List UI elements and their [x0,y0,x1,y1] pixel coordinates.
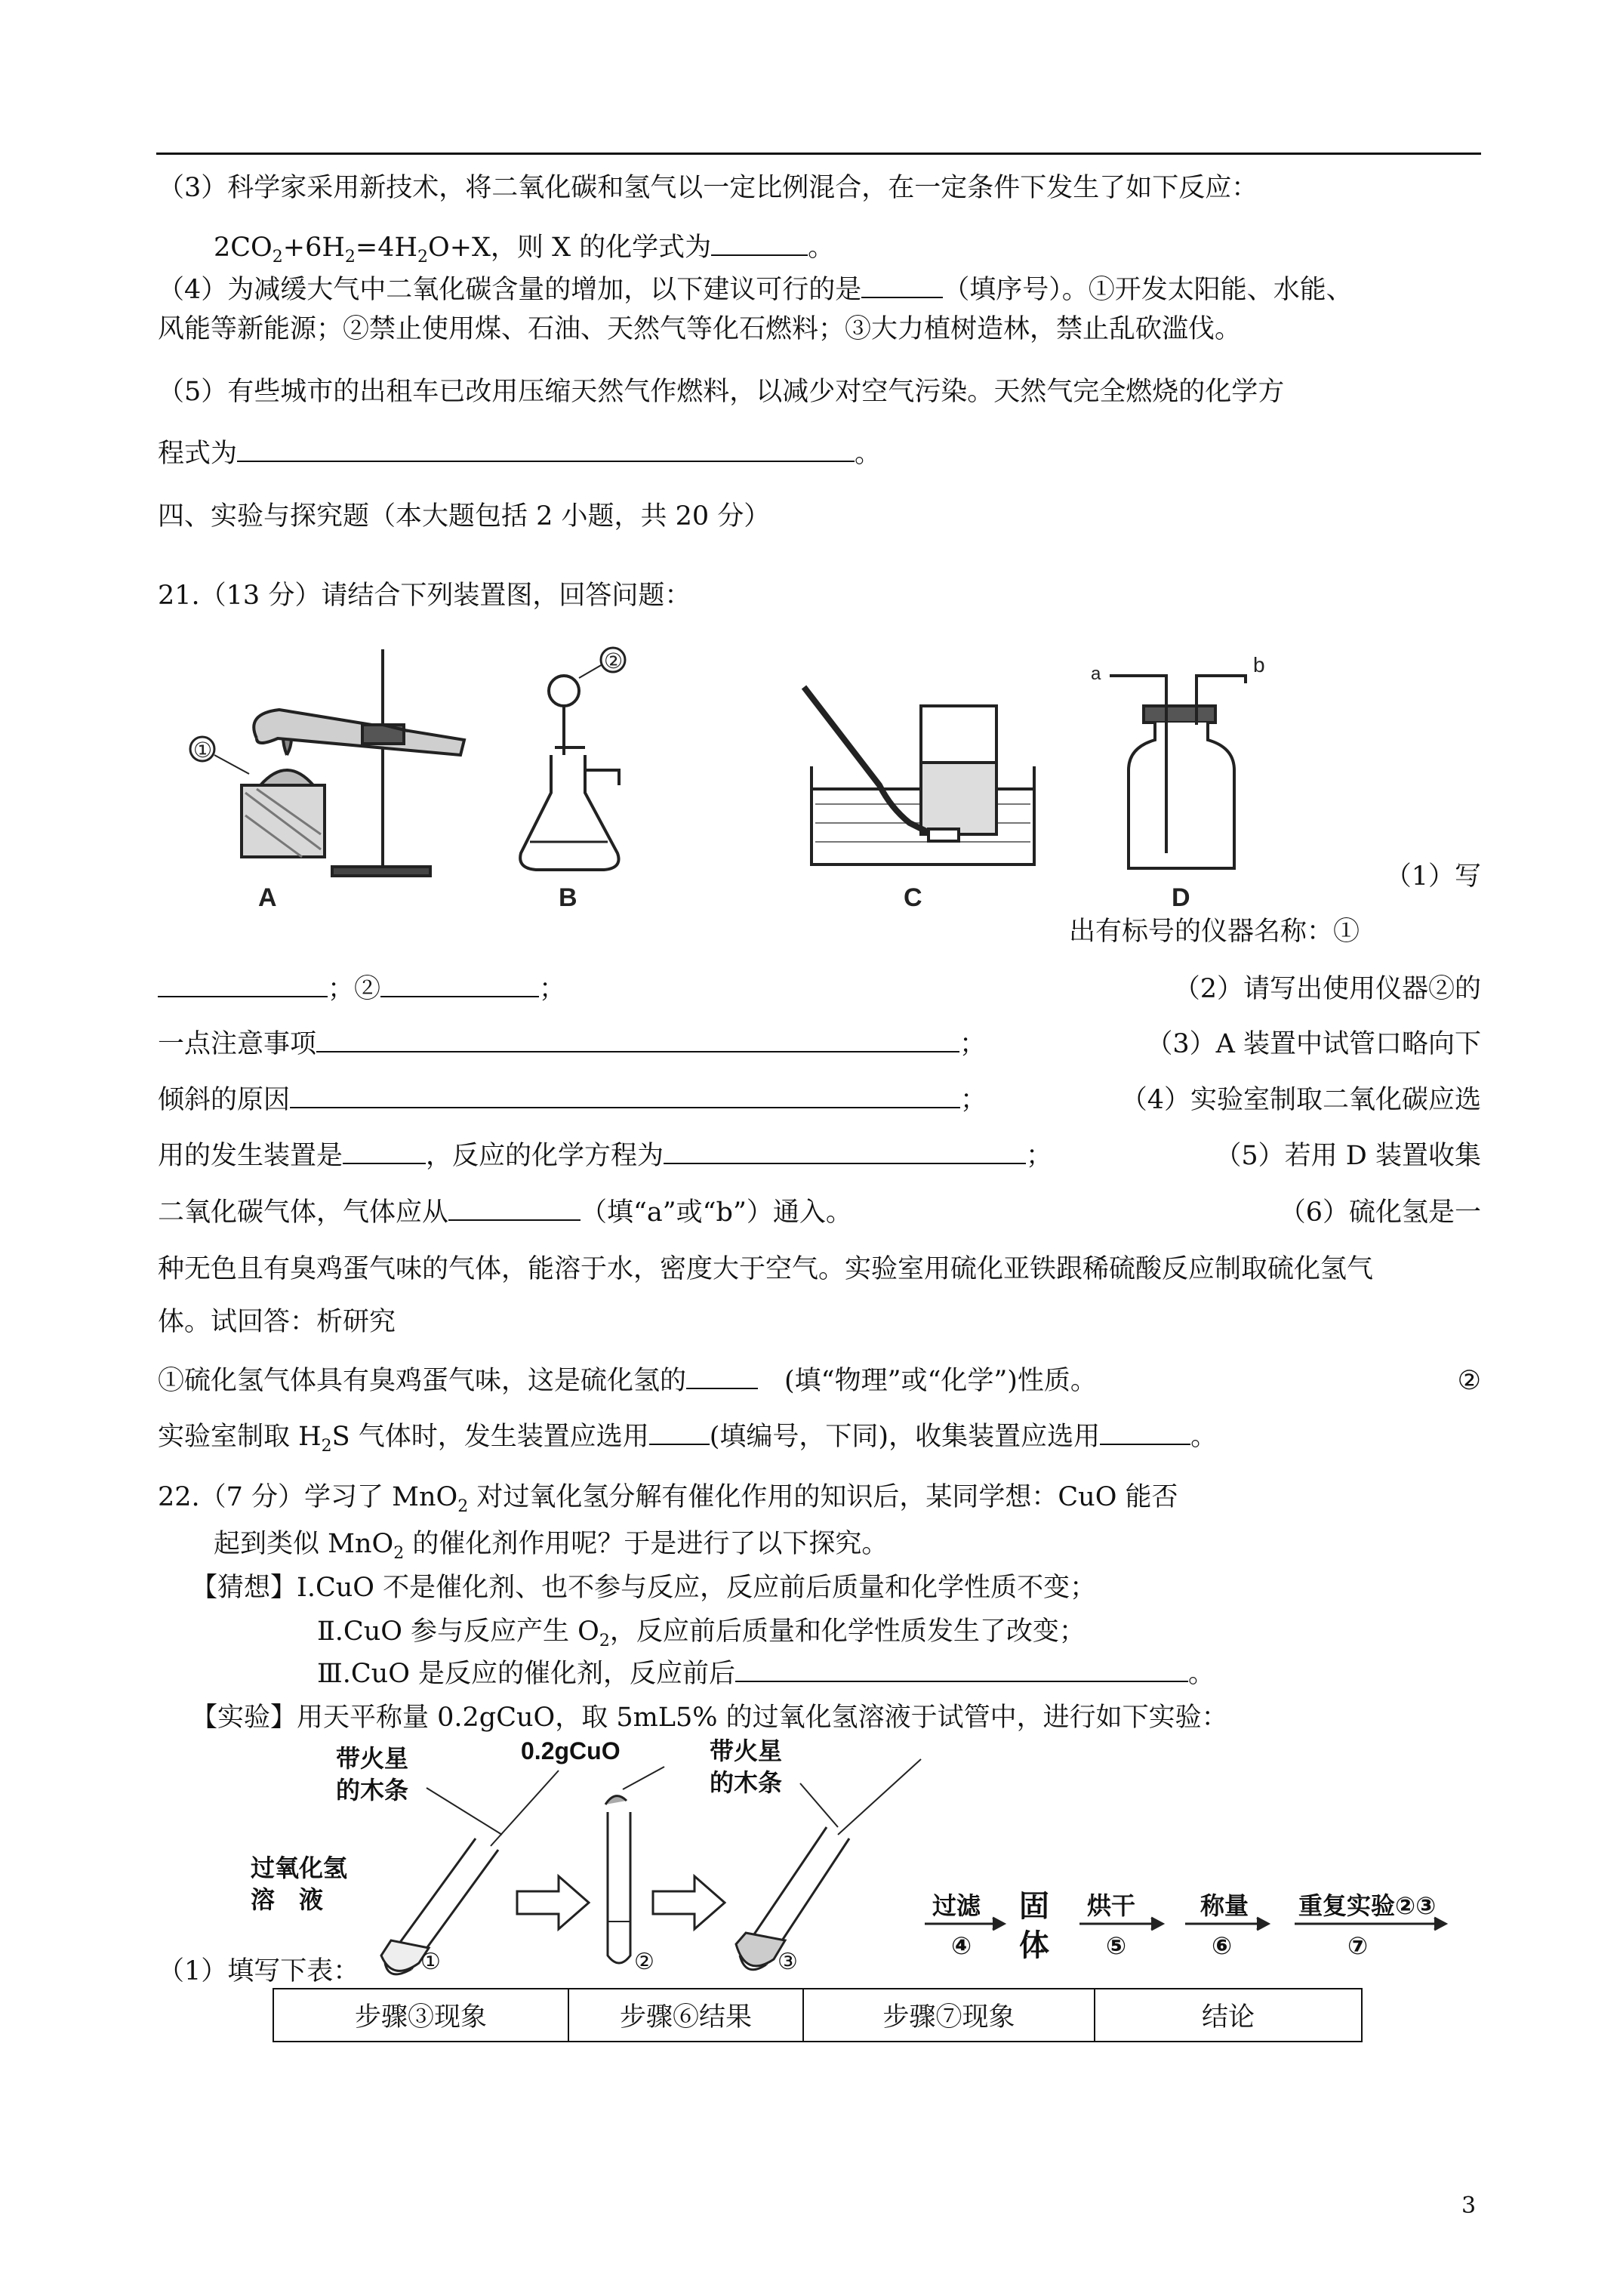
reason-blank [290,1084,960,1108]
q20-part3: （3）科学家采用新技术，将二氧化碳和氢气以一定比例混合，在一定条件下发生了如下反应： [158,173,1258,203]
q21-sub2-start: （2）请写出使用仪器②的 [1173,974,1481,1004]
q22-line2: 起到类似 MnO$_2$ 的催化剂作用呢？于是进行了以下探究。 [214,1529,888,1563]
generator-blank [343,1140,426,1164]
table-header-step7: 步骤⑦现象 [803,1989,1095,2042]
inlet-blank [448,1197,581,1221]
h2s-collector-blank [1100,1421,1190,1445]
h2o2-line1: 过氧化氢 [251,1854,348,1881]
q20-part4-line2: 风能等新能源；②禁止使用煤、石油、天然气等化石燃料；③大力植树造林，禁止乱砍滥伐。 [158,314,1242,344]
q21-sub6-line2: 种无色且有臭鸡蛋气味的气体，能溶于水，密度大于空气。实验室用硫化亚铁跟稀硫酸反应制取硫化氢气 [158,1254,1374,1284]
q20-part5-line2: 程式为 。 [158,439,882,469]
q21-sub3-line: 倾斜的原因 ； [158,1085,987,1115]
tube-1-mark: ① [420,1949,441,1974]
q22-guess-3: Ⅲ.CuO 是反应的催化剂，反应前后 。 [317,1659,1215,1689]
q21-sub4-line: 用的发生装置是 ，反应的化学方程为 ； [158,1141,1053,1171]
step-4-label: 过滤 [932,1892,981,1919]
step-5-label: 烘干 [1087,1892,1136,1919]
q20-equation: $2CO_2+6H_2=4H_2O+X$，则 X 的化学式为 。 [214,233,835,267]
tube-3-mark: ③ [778,1949,798,1974]
step-4-number: ④ [951,1932,972,1959]
cuo-label: 0.2gCuO [521,1737,621,1764]
q20-part4-line1: （4）为减缓大气中二氧化碳含量的增加，以下建议可行的是 （填序号）。①开发太阳能、水能、 [158,275,1353,305]
label-b: B [559,883,577,912]
combustion-equation-blank [237,438,855,462]
header-rule [156,153,1481,155]
q21-sub1-start: （1）写 [1384,861,1481,892]
h2o2-line2: 溶 液 [251,1886,324,1913]
splint-1-line2: 的木条 [336,1777,409,1804]
instrument-2-blank [380,973,539,997]
q21-sub5-line: 二氧化碳气体，气体应从 （填“a”或“b”）通入。 [158,1197,852,1228]
table-row [273,1989,1362,2042]
splint-1-line1: 带火星 [336,1745,409,1772]
step-6-label: 称量 [1200,1892,1249,1919]
label-a: A [258,883,277,912]
mark-1: ① [193,738,213,762]
q21-sub1-prompt: 出有标号的仪器名称：① [1069,917,1360,947]
catalyst-blank [735,1658,1188,1682]
table-header-step6: 步骤⑥结果 [568,1989,803,2042]
q21-sub5-start: （5）若用 D 装置收集 [1215,1141,1481,1171]
q22-fill-table: （1）填写下表： [158,1956,360,1986]
mark-2: ② [604,649,624,673]
solid-label-top: 固 [1019,1890,1049,1923]
q20-part5-line1: （5）有些城市的出租车已改用压缩天然气作燃料，以减少对空气污染。天然气完全燃烧的化学方 [158,377,1285,407]
precaution-blank [316,1028,959,1052]
q21-sub6-line3: 体。试回答：析研究 [158,1307,396,1337]
table-header-conclusion: 结论 [1095,1989,1362,2042]
h2s-generator-blank [649,1421,710,1445]
apparatus-b [520,648,625,870]
label-d: D [1172,883,1190,912]
page-number: 3 [1461,2193,1477,2219]
step-7-number: ⑦ [1347,1932,1369,1959]
step-5-number: ⑤ [1106,1932,1127,1959]
q22-experiment-figure [242,1729,1449,1978]
q21-sub3-start: （3）A 装置中试管口略向下 [1146,1029,1481,1059]
q21-sub6-start: （6）硫化氢是一 [1279,1197,1481,1228]
apparatus-d [1110,676,1246,868]
q22-experiment: 【实验】用天平称量 0.2gCuO，取 5mL5% 的过氧化氢溶液于试管中，进行如下实验： [191,1703,1228,1733]
step-7-label: 重复实验②③ [1298,1892,1437,1919]
label-c: C [904,883,922,912]
q21-sub6-q1: ①硫化氢气体具有臭鸡蛋气味，这是硫化氢的 (填“物理”或“化学”)性质。 [158,1366,1097,1396]
q21-sub6-q2-mark: ② [1457,1366,1481,1396]
property-blank [686,1365,758,1389]
table-header-step3: 步骤③现象 [273,1989,568,2042]
q21-sub2-line: 一点注意事项 ； [158,1029,987,1059]
port-a: a [1091,664,1101,684]
q22-guess-1: 【猜想】Ⅰ.CuO 不是催化剂、也不参与反应，反应前后质量和化学性质不变； [191,1573,1097,1603]
suggestion-blank [861,274,943,298]
apparatus-c [804,687,1034,864]
instrument-1-blank [158,973,328,997]
q21-sub6-q2: 实验室制取 $H_2S$ 气体时，发生装置应选用 (填编号，下同)，收集装置应选用 。 [158,1422,1218,1456]
q21-apparatus-figure [174,642,1306,914]
q21-intro: 21.（13 分）请结合下列装置图，回答问题： [158,581,691,611]
q22-guess-2: Ⅱ.CuO 参与反应产生 $O_2$，反应前后质量和化学性质发生了改变； [317,1616,1086,1650]
q21-sub4-start: （4）实验室制取二氧化碳应选 [1120,1085,1481,1115]
formula-blank [711,232,808,256]
tube-2-mark: ② [634,1949,654,1974]
solid-label-bottom: 体 [1019,1929,1049,1962]
co2-equation-blank [664,1140,1026,1164]
splint-2-line1: 带火星 [710,1737,783,1764]
results-table [273,1988,1363,2042]
q21-sub1-blanks: ；② ； [158,972,565,1006]
step-6-number: ⑥ [1212,1932,1233,1959]
apparatus-a [190,649,464,876]
port-b: b [1253,653,1265,676]
q22-line1: 22.（7 分）学习了 MnO$_2$ 对过氧化氢分解有催化作用的知识后，某同学想：CuO 能否 [158,1482,1178,1516]
splint-2-line2: 的木条 [710,1769,783,1796]
section-4-heading: 四、实验与探究题（本大题包括 2 小题，共 20 分） [158,501,771,532]
